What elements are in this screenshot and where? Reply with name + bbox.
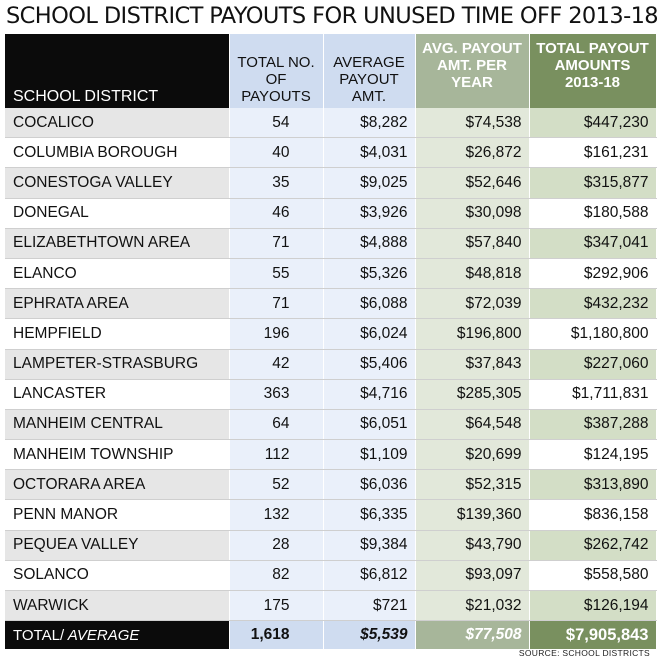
total-amount-cell: $313,890 <box>529 470 656 500</box>
avg-per-year-cell: $21,032 <box>415 591 529 621</box>
total-amount-cell: $432,232 <box>529 289 656 319</box>
table-row <box>5 500 656 530</box>
district-name-cell: MANHEIM CENTRAL <box>5 409 229 439</box>
total-payouts-cell: 35 <box>229 168 323 198</box>
total-payouts-cell: 1,618 <box>229 621 323 650</box>
district-name-cell: PENN MANOR <box>5 500 229 530</box>
average-payout-cell: $8,282 <box>323 108 415 138</box>
total-label: TOTAL/ AVERAGE <box>5 621 229 650</box>
average-payout-cell: $6,051 <box>323 409 415 439</box>
district-name-cell: EPHRATA AREA <box>5 289 229 319</box>
total-payouts-cell: 46 <box>229 198 323 228</box>
total-amount-cell: $180,588 <box>529 198 656 228</box>
total-payouts-cell: 52 <box>229 470 323 500</box>
total-average-cell: $5,539 <box>323 621 415 650</box>
average-payout-cell: $6,024 <box>323 319 415 349</box>
district-name-cell: PEQUEA VALLEY <box>5 530 229 560</box>
avg-per-year-cell: $72,039 <box>415 289 529 319</box>
average-payout-cell: $5,406 <box>323 349 415 379</box>
district-name-cell: COLUMBIA BOROUGH <box>5 138 229 168</box>
total-payouts-cell: 40 <box>229 138 323 168</box>
district-name-cell: DONEGAL <box>5 198 229 228</box>
column-header-total-payouts: TOTAL NO. OF PAYOUTS <box>229 34 323 108</box>
average-payout-cell: $4,031 <box>323 138 415 168</box>
avg-per-year-cell: $57,840 <box>415 228 529 258</box>
source-note: SOURCE: SCHOOL DISTRICTS <box>518 648 650 658</box>
total-payouts-cell: 82 <box>229 560 323 590</box>
avg-per-year-cell: $37,843 <box>415 349 529 379</box>
average-payout-cell: $9,384 <box>323 530 415 560</box>
total-amount-cell: $1,711,831 <box>529 379 656 409</box>
district-name-cell: SOLANCO <box>5 560 229 590</box>
total-payouts-cell: 64 <box>229 409 323 439</box>
district-name-cell: LAMPETER-STRASBURG <box>5 349 229 379</box>
average-payout-cell: $9,025 <box>323 168 415 198</box>
table-body <box>5 108 656 621</box>
avg-per-year-cell: $48,818 <box>415 258 529 288</box>
avg-per-year-cell: $74,538 <box>415 108 529 138</box>
total-per-year-cell: $77,508 <box>415 621 529 650</box>
average-payout-cell: $1,109 <box>323 440 415 470</box>
table-row <box>5 591 656 621</box>
payout-table <box>5 34 657 649</box>
total-amount-cell: $387,288 <box>529 409 656 439</box>
average-payout-cell: $6,088 <box>323 289 415 319</box>
column-header-total-payout-amounts: TOTAL PAYOUT AMOUNTS 2013-18 <box>529 34 656 108</box>
chart-title: SCHOOL DISTRICT PAYOUTS FOR UNUSED TIME OFF 2013-18 <box>6 3 659 29</box>
total-amount-cell: $347,041 <box>529 228 656 258</box>
total-row <box>5 621 656 650</box>
table-row <box>5 560 656 590</box>
average-payout-cell: $4,888 <box>323 228 415 258</box>
district-name-cell: ELIZABETHTOWN AREA <box>5 228 229 258</box>
total-amount-cell: $836,158 <box>529 500 656 530</box>
total-payouts-cell: 196 <box>229 319 323 349</box>
total-amount-cell: $315,877 <box>529 168 656 198</box>
table-row <box>5 108 656 138</box>
total-amount-cell: $262,742 <box>529 530 656 560</box>
average-payout-cell: $5,326 <box>323 258 415 288</box>
table-row <box>5 440 656 470</box>
average-payout-cell: $3,926 <box>323 198 415 228</box>
table-row <box>5 319 656 349</box>
column-header-average-payout: AVERAGE PAYOUT AMT. <box>323 34 415 108</box>
total-amount-cell: $1,180,800 <box>529 319 656 349</box>
total-amount-cell: $7,905,843 <box>529 621 656 650</box>
total-payouts-cell: 175 <box>229 591 323 621</box>
total-payouts-cell: 54 <box>229 108 323 138</box>
avg-per-year-cell: $26,872 <box>415 138 529 168</box>
table-row <box>5 228 656 258</box>
total-payouts-cell: 132 <box>229 500 323 530</box>
avg-per-year-cell: $20,699 <box>415 440 529 470</box>
total-payouts-cell: 42 <box>229 349 323 379</box>
total-amount-cell: $126,194 <box>529 591 656 621</box>
column-header-avg-payout-per-year: AVG. PAYOUT AMT. PER YEAR <box>415 34 529 108</box>
district-name-cell: ELANCO <box>5 258 229 288</box>
table-row <box>5 258 656 288</box>
avg-per-year-cell: $64,548 <box>415 409 529 439</box>
total-payouts-cell: 363 <box>229 379 323 409</box>
total-amount-cell: $292,906 <box>529 258 656 288</box>
average-payout-cell: $6,812 <box>323 560 415 590</box>
district-name-cell: OCTORARA AREA <box>5 470 229 500</box>
total-amount-cell: $124,195 <box>529 440 656 470</box>
total-amount-cell: $227,060 <box>529 349 656 379</box>
total-payouts-cell: 71 <box>229 228 323 258</box>
table-row <box>5 379 656 409</box>
average-payout-cell: $721 <box>323 591 415 621</box>
table-row <box>5 530 656 560</box>
total-payouts-cell: 55 <box>229 258 323 288</box>
total-amount-cell: $558,580 <box>529 560 656 590</box>
average-payout-cell: $4,716 <box>323 379 415 409</box>
district-name-cell: COCALICO <box>5 108 229 138</box>
table-row <box>5 349 656 379</box>
table-row <box>5 470 656 500</box>
district-name-cell: LANCASTER <box>5 379 229 409</box>
table-row <box>5 289 656 319</box>
total-amount-cell: $447,230 <box>529 108 656 138</box>
table-row <box>5 409 656 439</box>
avg-per-year-cell: $196,800 <box>415 319 529 349</box>
avg-per-year-cell: $93,097 <box>415 560 529 590</box>
avg-per-year-cell: $52,315 <box>415 470 529 500</box>
table-row <box>5 168 656 198</box>
column-header-school-district: SCHOOL DISTRICT <box>5 34 229 108</box>
district-name-cell: WARWICK <box>5 591 229 621</box>
header-row <box>5 34 656 108</box>
district-name-cell: HEMPFIELD <box>5 319 229 349</box>
average-payout-cell: $6,335 <box>323 500 415 530</box>
average-payout-cell: $6,036 <box>323 470 415 500</box>
total-payouts-cell: 71 <box>229 289 323 319</box>
avg-per-year-cell: $285,305 <box>415 379 529 409</box>
avg-per-year-cell: $43,790 <box>415 530 529 560</box>
district-name-cell: CONESTOGA VALLEY <box>5 168 229 198</box>
avg-per-year-cell: $30,098 <box>415 198 529 228</box>
avg-per-year-cell: $139,360 <box>415 500 529 530</box>
total-payouts-cell: 112 <box>229 440 323 470</box>
total-amount-cell: $161,231 <box>529 138 656 168</box>
district-name-cell: MANHEIM TOWNSHIP <box>5 440 229 470</box>
total-payouts-cell: 28 <box>229 530 323 560</box>
avg-per-year-cell: $52,646 <box>415 168 529 198</box>
table-row <box>5 138 656 168</box>
table-row <box>5 198 656 228</box>
